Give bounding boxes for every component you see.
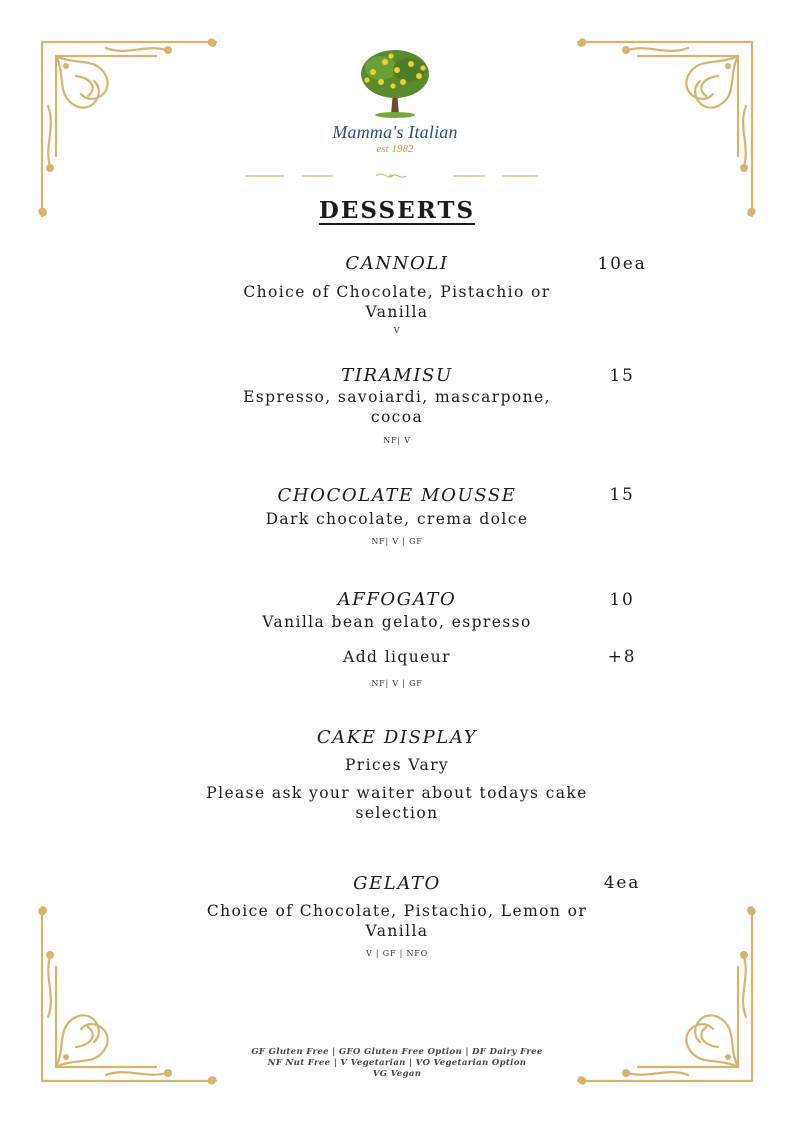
item-diet-chocolate-mousse: NF| V | GF	[371, 537, 423, 546]
legend-line: NF Nut Free | V Vegetarian | VO Vegetarian Option	[267, 1058, 527, 1068]
item-diet-cannoli: V	[393, 326, 401, 335]
item-price-gelato: 4ea	[603, 873, 641, 893]
item-name-affogato: AFFOGATO	[337, 589, 457, 610]
item-diet-gelato: V | GF | NFO	[366, 949, 428, 958]
item-diet-affogato: NF| V | GF	[371, 679, 423, 688]
item-desc-affogato: Vanilla bean gelato, espresso	[262, 613, 532, 631]
item-desc-gelato: Choice of Chocolate, Pistachio, Lemon or Vanilla	[206, 902, 588, 940]
item-price-cannoli: 10ea	[597, 254, 647, 274]
legend-line: VG Vegan	[372, 1069, 422, 1079]
brand-established: est 1982	[376, 143, 414, 155]
item-name-chocolate-mousse: CHOCOLATE MOUSSE	[277, 485, 517, 506]
item-subtitle-cake-display: Prices Vary	[344, 756, 450, 774]
item-diet-tiramisu: NF| V	[383, 436, 411, 445]
item-price-tiramisu: 15	[609, 366, 635, 386]
item-extra-price-affogato: +8	[607, 647, 637, 667]
item-name-tiramisu: TIRAMISU	[341, 365, 453, 386]
item-name-cannoli: CANNOLI	[345, 253, 449, 274]
item-name-cake-display: CAKE DISPLAY	[316, 727, 478, 748]
item-extra-affogato: Add liqueur	[343, 648, 451, 666]
item-desc-cannoli: Choice of Chocolate, Pistachio or Vanilla	[243, 283, 551, 321]
dietary-legend	[197, 1047, 597, 1080]
item-desc-cake-display: Please ask your waiter about todays cake selection	[206, 784, 588, 822]
item-price-affogato: 10	[609, 590, 635, 610]
legend-line: GF Gluten Free | GFO Gluten Free Option | DF Dairy Free	[251, 1047, 543, 1057]
brand-logo	[330, 48, 460, 155]
item-desc-tiramisu: Espresso, savoiardi, mascarpone, cocoa	[243, 388, 551, 426]
lemon-tree-icon	[357, 48, 433, 120]
item-name-gelato: GELATO	[353, 873, 441, 894]
ornamental-divider	[240, 168, 540, 184]
item-desc-chocolate-mousse: Dark chocolate, crema dolce	[265, 510, 529, 528]
item-price-chocolate-mousse: 15	[609, 485, 635, 505]
page-title: DESSERTS	[318, 197, 476, 224]
brand-name: Mamma's Italian	[332, 122, 458, 142]
